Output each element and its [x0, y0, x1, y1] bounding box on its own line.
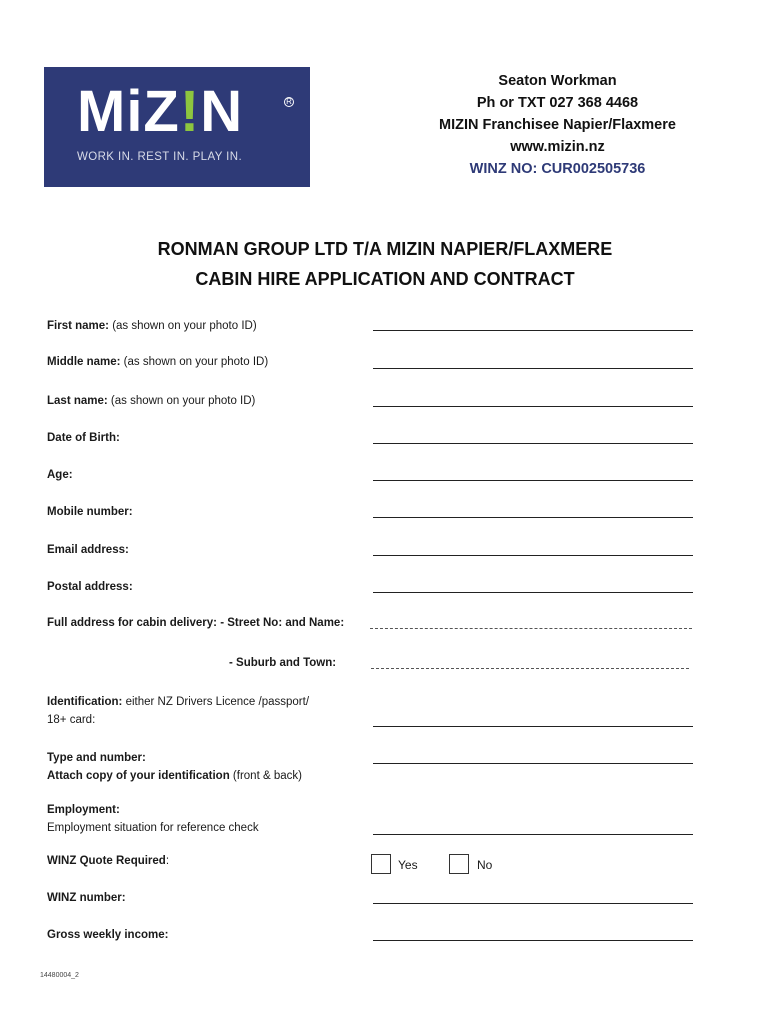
age-field[interactable] [373, 480, 693, 481]
postal-field[interactable] [373, 592, 693, 593]
winz-quote-no-label: No [477, 858, 493, 872]
income-field[interactable] [373, 940, 693, 941]
employment-field[interactable] [373, 834, 693, 835]
identification-field[interactable] [373, 726, 693, 727]
delivery-suburb-label: - Suburb and Town: [229, 657, 337, 669]
postal-label: Postal address: [47, 581, 133, 593]
identification-label: Identification: either NZ Drivers Licence /passport/ 18+ card: [47, 696, 310, 726]
contact-website[interactable]: www.mizin.nz [510, 139, 605, 155]
contact-phone: Ph or TXT 027 368 4468 [476, 95, 639, 111]
contact-name: Seaton Workman [498, 73, 617, 89]
contact-block [400, 70, 715, 180]
mobile-label: Mobile number: [47, 506, 133, 518]
last-name-field[interactable] [373, 406, 693, 407]
middle-name-label: Middle name: (as shown on your photo ID) [47, 356, 269, 368]
winz-number-label: WINZ number: [47, 892, 126, 904]
email-label: Email address: [47, 544, 129, 556]
logo-tagline: WORK IN. REST IN. PLAY IN. [77, 151, 243, 163]
dob-label: Date of Birth: [47, 432, 120, 444]
employment-label: Employment: Employment situation for reference check [47, 804, 259, 834]
delivery-suburb-field[interactable] [371, 668, 689, 669]
logo-wordmark: MiZ!N [77, 79, 244, 144]
delivery-street-label: Full address for cabin delivery: - Street No: and Name: [47, 617, 345, 629]
middle-name-field[interactable] [373, 368, 693, 369]
delivery-street-field[interactable] [370, 628, 692, 629]
mobile-field[interactable] [373, 517, 693, 518]
registered-mark-icon: R [284, 97, 294, 107]
dob-field[interactable] [373, 443, 693, 444]
first-name-label: First name: (as shown on your photo ID) [47, 320, 257, 332]
winz-quote-yes-checkbox[interactable] [371, 854, 391, 874]
title-line-2: CABIN HIRE APPLICATION AND CONTRACT [195, 269, 575, 289]
winz-quote-no-checkbox[interactable] [449, 854, 469, 874]
title-line-1: RONMAN GROUP LTD T/A MIZIN NAPIER/FLAXMERE [157, 239, 613, 259]
email-field[interactable] [373, 555, 693, 556]
form-code: 14480004_2 [40, 972, 79, 979]
winz-number-field[interactable] [373, 903, 693, 904]
id-type-field[interactable] [373, 763, 693, 764]
winz-quote-label: WINZ Quote Required: [47, 855, 170, 867]
income-label: Gross weekly income: [47, 929, 169, 941]
id-type-label: Type and number: Attach copy of your identification (front & back) [47, 752, 302, 782]
winz-quote-yes-label: Yes [398, 858, 418, 872]
document-title [0, 234, 770, 294]
first-name-field[interactable] [373, 330, 693, 331]
contact-franchisee: MIZIN Franchisee Napier/Flaxmere [439, 117, 676, 133]
age-label: Age: [47, 469, 73, 481]
contact-winz-number: WINZ NO: CUR002505736 [469, 161, 646, 177]
last-name-label: Last name: (as shown on your photo ID) [47, 395, 256, 407]
mizin-logo [44, 67, 310, 187]
